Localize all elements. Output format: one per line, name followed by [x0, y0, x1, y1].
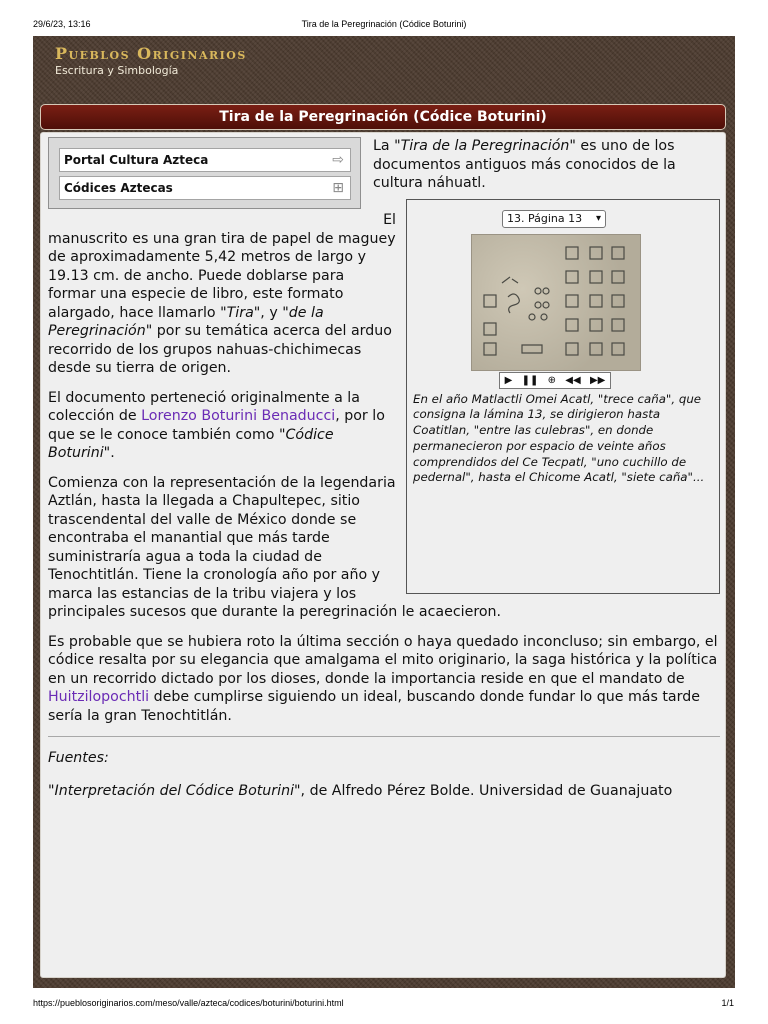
link-lorenzo-boturini[interactable]: Lorenzo Boturini Benaducci [141, 408, 336, 424]
codex-viewer [406, 199, 720, 594]
print-url: https://pueblosoriginarios.com/meso/valle/azteca/codices/boturini/boturini.html [33, 998, 344, 1008]
navigation-menu [48, 137, 361, 209]
sources-label: Fuentes: [48, 750, 109, 766]
pause-icon[interactable]: ❚❚ [521, 374, 539, 386]
print-footer [0, 988, 768, 1024]
menu-item-label: Códices Aztecas [64, 181, 173, 195]
chevron-down-icon: ▾ [595, 212, 601, 224]
article-text [48, 137, 720, 811]
menu-item-label: Portal Cultura Azteca [64, 153, 209, 167]
forward-icon[interactable]: ▶▶ [589, 374, 606, 386]
zoom-icon[interactable]: ⊕ [547, 374, 557, 386]
codex-glyphs [472, 235, 640, 370]
print-header [0, 0, 768, 36]
content-panel [40, 132, 726, 978]
page-select[interactable] [502, 210, 606, 228]
page-title: Tira de la Peregrinación (Códice Boturini) [40, 104, 726, 130]
word-el: El [383, 212, 396, 228]
page-select-value: 13. Página 13 [507, 211, 583, 225]
arrow-icon: ⇨ [332, 152, 344, 168]
divider [48, 736, 720, 737]
codex-page-image[interactable] [471, 234, 641, 371]
menu-item-codices-aztecas[interactable] [59, 176, 351, 200]
paragraph-intro: La "Tira de la Peregrinación" es uno de los documentos antiguos más conocidos de la cultura náhuatl. [373, 138, 676, 191]
source-citation: "Interpretación del Códice Boturini", de Alfredo Pérez Bolde. Universidad de Guanajuato [48, 782, 673, 799]
rewind-icon[interactable]: ◀◀ [565, 374, 581, 386]
page-frame [33, 36, 735, 988]
site-subtitle: Escritura y Simbología [55, 64, 179, 77]
emphasis-tira: "Tira de la Peregrinación" [394, 138, 576, 154]
paragraph-manuscrito: El manuscrito es una gran tira de papel de maguey de aproximadamente 5,42 metros de largo y 19.13 cm. de ancho. Puede doblarse para formar una especie de libro, este formato alargado, hace llamarlo "Tira", y "de la Peregrinación" por su temática acerca del arduo recorrido de los grupos nahuas-chichimecas desde su tierra de origen. [48, 211, 720, 378]
print-page-number: 1/1 [721, 998, 734, 1008]
paragraph-probable: Es probable que se hubiera roto la última sección o haya quedado inconcluso; sin embargo, el códice resalta por su elegancia que amalgama el mito originario, la saga histórica y la política en un recorrido dictado por los dioses, donde la importancia reside en que el mandato de Huitzilopochtli debe cumplirse siguiendo un ideal, buscando donde fundar lo que más tarde sería la gran Tenochtitlán. [48, 633, 718, 724]
print-title: Tira de la Peregrinación (Códice Boturini) [301, 19, 467, 29]
link-huitzilopochtli[interactable]: Huitzilopochtli [48, 689, 150, 705]
plus-box-icon[interactable]: ⊞ [332, 180, 344, 196]
viewer-controls [499, 372, 611, 389]
viewer-caption: En el año Matlactli Omei Acatl, "trece caña", que consigna la lámina 13, se dirigieron hasta Coatitlan, "entre las culebras", en donde permanecieron por espacio de veinte años comprendidos del Ce Tecpatl, "uno cuchillo de pedernal", hasta el Chicome Acatl, "siete caña"... [413, 391, 705, 485]
site-title[interactable]: Pueblos Originarios [55, 44, 247, 63]
play-icon[interactable]: ▶ [504, 374, 513, 386]
print-date: 29/6/23, 13:16 [33, 19, 91, 29]
menu-item-portal-cultura-azteca[interactable] [59, 148, 351, 172]
paragraph-aztlan: Comienza con la representación de la legendaria Aztlán, hasta la llegada a Chapultepec, sitio trascendental del valle de México donde se encontraba el manantial que más tarde suministraría agua a toda la ciudad de Tenochtitlán. Tiene la cronología año por año y marca las estancias de la tribu viajera y los principales sucesos que durante la peregrinación le acaecieron. [48, 474, 502, 620]
site-logo[interactable] [55, 44, 247, 77]
paragraph-coleccion: El documento perteneció originalmente a la colección de Lorenzo Boturini Benaducci, por lo que se le conoce también como "Códice Boturini". [48, 389, 385, 461]
